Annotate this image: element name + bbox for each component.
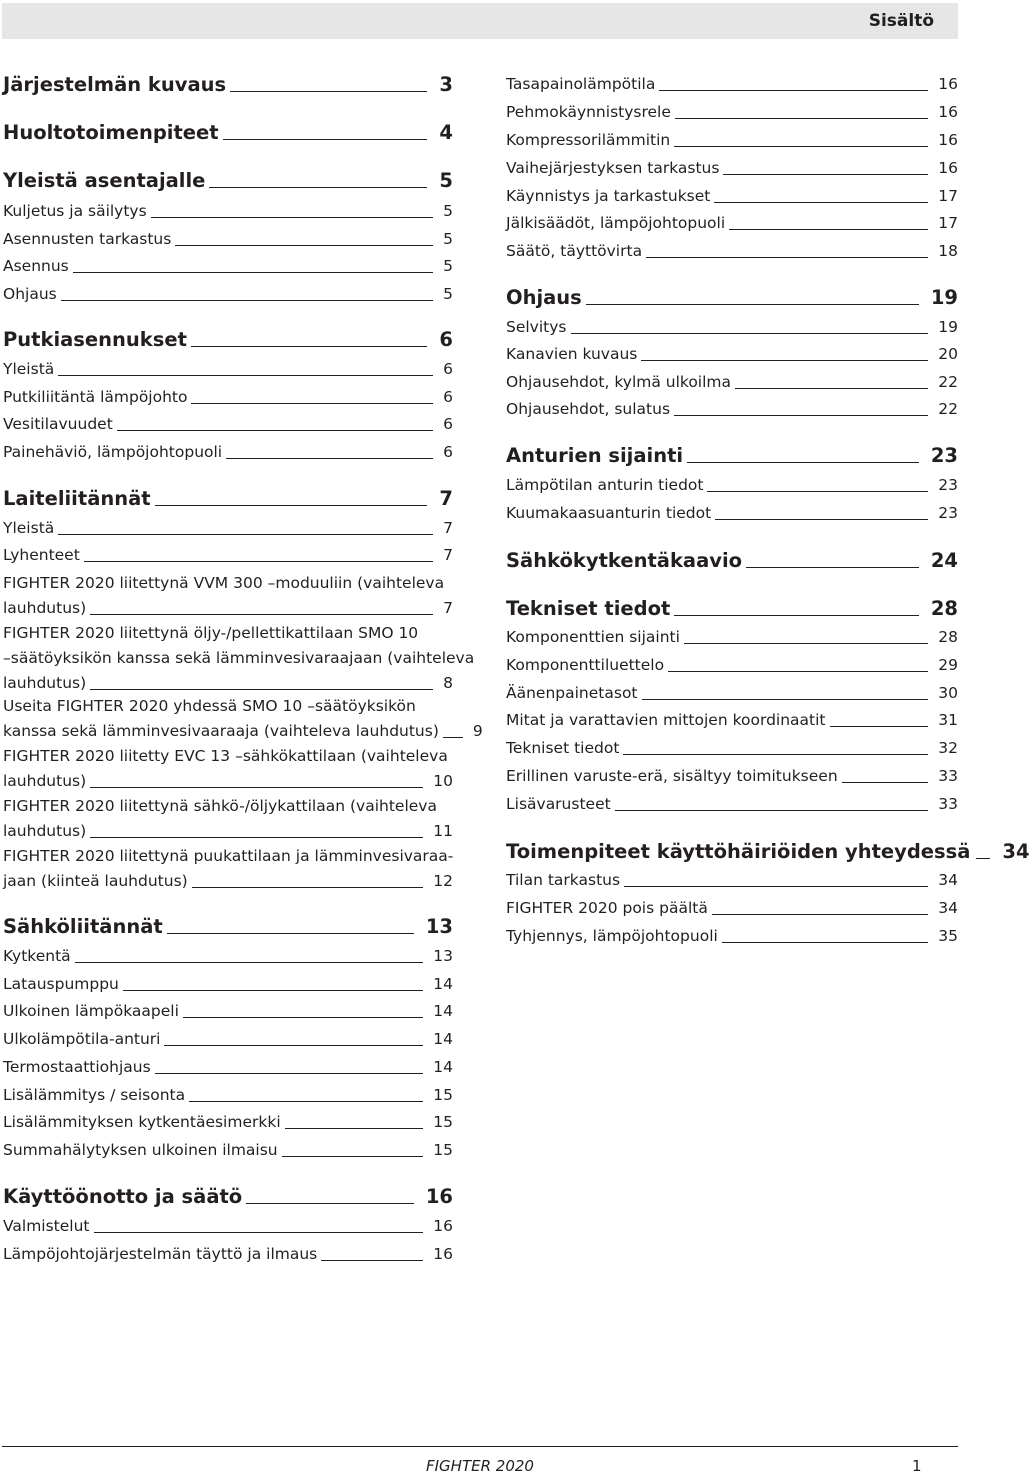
leader-line <box>117 430 433 431</box>
toc-item-title-line: lauhdutus) <box>3 772 87 790</box>
toc-page-number: 5 <box>443 285 453 303</box>
leader-line <box>443 737 463 738</box>
toc-page-number: 35 <box>938 927 958 945</box>
toc-page-number: 17 <box>938 214 958 232</box>
leader-line <box>715 519 928 520</box>
toc-page-number: 6 <box>443 360 453 378</box>
toc-item[interactable] <box>506 210 958 237</box>
toc-item[interactable] <box>3 411 453 438</box>
toc-page-number: 28 <box>930 597 958 620</box>
toc-section-title: Tekniset tiedot <box>506 597 671 620</box>
toc-item-title: Asennusten tarkastus <box>3 230 172 248</box>
leader-line <box>230 91 427 92</box>
leader-line <box>646 257 928 258</box>
toc-section-title: Järjestelmän kuvaus <box>3 73 227 96</box>
toc-item-title: Käynnistys ja tarkastukset <box>506 187 711 205</box>
leader-line <box>285 1128 424 1129</box>
leader-line <box>687 462 919 463</box>
toc-page-number: 15 <box>433 1141 453 1159</box>
toc-item-title: Putkiliitäntä lämpöjohto <box>3 388 188 406</box>
leader-line <box>58 534 433 535</box>
toc-section-title: Käyttöönotto ja säätö <box>3 1185 243 1208</box>
toc-item[interactable] <box>506 680 958 707</box>
toc-item-title-line: kanssa sekä lämminvesivaaraaja (vaihteleva lauhdutus) <box>3 722 439 740</box>
toc-item-title: Komponenttien sijainti <box>506 628 680 646</box>
toc-page-number: 19 <box>930 286 958 309</box>
toc-item[interactable] <box>3 998 453 1025</box>
leader-line <box>90 837 423 838</box>
leader-line <box>746 567 919 568</box>
toc-page-number: 20 <box>938 345 958 363</box>
toc-page-number: 31 <box>938 711 958 729</box>
toc-item-title: Ohjausehdot, sulatus <box>506 400 671 418</box>
toc-page-number: 16 <box>938 75 958 93</box>
leader-line <box>684 643 928 644</box>
toc-page-number: 6 <box>439 328 453 351</box>
toc-item[interactable] <box>506 500 958 527</box>
toc-item[interactable] <box>3 226 453 253</box>
toc-page-number: 16 <box>938 131 958 149</box>
toc-item[interactable] <box>506 71 958 98</box>
leader-line <box>155 505 428 506</box>
leader-line <box>668 671 928 672</box>
leader-line <box>714 202 928 203</box>
toc-section-title: Sähköliitännät <box>3 915 163 938</box>
toc-item-title: Lisälämmitys / seisonta <box>3 1086 186 1104</box>
toc-item[interactable] <box>3 542 453 569</box>
toc-page-number: 5 <box>443 230 453 248</box>
toc-item[interactable] <box>506 341 958 368</box>
toc-section-toimenpiteet[interactable] <box>506 837 1030 867</box>
toc-page-number: 17 <box>938 187 958 205</box>
toc-item[interactable] <box>506 155 958 182</box>
toc-page-number: 34 <box>938 899 958 917</box>
toc-section-laiteliitannat[interactable] <box>3 484 453 514</box>
toc-item[interactable] <box>506 895 958 922</box>
toc-item-title: Kuljetus ja säilytys <box>3 202 147 220</box>
leader-line <box>624 886 928 887</box>
toc-item-title: Kanavien kuvaus <box>506 345 638 363</box>
toc-item-title: Tyhjennys, lämpöjohtopuoli <box>506 927 718 945</box>
toc-item-title: Kompressorilämmitin <box>506 131 671 149</box>
toc-section-title: Huoltotoimenpiteet <box>3 121 219 144</box>
toc-item-title: Lisävarusteet <box>506 795 611 813</box>
toc-item-title: Kuumakaasuanturin tiedot <box>506 504 712 522</box>
toc-section-title: Sähkökytkentäkaavio <box>506 549 743 572</box>
leader-line <box>191 403 433 404</box>
toc-item-title: Mitat ja varattavien mittojen koordinaatit <box>506 711 826 729</box>
toc-section-yleista-asentajalle[interactable] <box>3 166 453 196</box>
toc-page-number: 14 <box>433 1030 453 1048</box>
toc-page-number: 5 <box>439 169 453 192</box>
leader-line <box>729 229 928 230</box>
toc-item-title-line: FIGHTER 2020 liitettynä VVM 300 –moduuliin (vaihteleva <box>3 574 445 592</box>
toc-page-number: 4 <box>439 121 453 144</box>
toc-page-number: 7 <box>443 546 453 564</box>
toc-item-title-line: FIGHTER 2020 liitettynä puukattilaan ja lämminvesivaraa- <box>3 847 454 865</box>
toc-page-number: 5 <box>443 202 453 220</box>
toc-section-tekniset-tiedot[interactable] <box>506 594 958 624</box>
toc-page-number: 5 <box>443 257 453 275</box>
toc-item-title: Ohjausehdot, kylmä ulkoilma <box>506 373 732 391</box>
toc-page-number: 23 <box>938 476 958 494</box>
toc-item-multiline[interactable] <box>3 694 483 744</box>
toc-section-title: Laiteliitännät <box>3 487 151 510</box>
toc-item-title: Lämpötilan anturin tiedot <box>506 476 704 494</box>
toc-item-title: Lämpöjohtojärjestelmän täyttö ja ilmaus <box>3 1245 318 1263</box>
toc-page-number: 14 <box>433 975 453 993</box>
toc-section-anturien-sijainti[interactable] <box>506 441 958 471</box>
toc-item-title: Äänenpainetasot <box>506 684 638 702</box>
leader-line <box>90 787 423 788</box>
leader-line <box>674 146 928 147</box>
toc-item-title-line: lauhdutus) <box>3 822 87 840</box>
toc-item-title-line: FIGHTER 2020 liitettynä öljy-/pellettikattilaan SMO 10 <box>3 624 419 642</box>
toc-section-kayttoonotto[interactable] <box>3 1182 453 1212</box>
leader-line <box>164 1045 423 1046</box>
toc-item[interactable] <box>506 396 958 423</box>
toc-item[interactable] <box>506 183 958 210</box>
toc-page-number: 16 <box>433 1217 453 1235</box>
toc-page-number: 3 <box>439 73 453 96</box>
toc-item-multiline[interactable] <box>3 621 475 696</box>
toc-section-sahkoliitannat[interactable] <box>3 912 453 942</box>
toc-item[interactable] <box>3 1241 453 1268</box>
toc-item-title-line: lauhdutus) <box>3 674 87 692</box>
leader-line <box>321 1260 423 1261</box>
leader-line <box>191 346 428 347</box>
leader-line <box>73 272 433 273</box>
toc-item-title-line: jaan (kiinteä lauhdutus) <box>3 872 188 890</box>
toc-item[interactable] <box>3 1109 453 1136</box>
toc-page-number: 19 <box>938 318 958 336</box>
toc-item-title: Säätö, täyttövirta <box>506 242 643 260</box>
leader-line <box>674 415 928 416</box>
leader-line <box>976 858 990 859</box>
toc-item-title-line: FIGHTER 2020 liitettynä sähkö-/öljykattilaan (vaihteleva <box>3 797 437 815</box>
toc-page-number: 23 <box>938 504 958 522</box>
toc-item[interactable] <box>3 356 453 383</box>
toc-item[interactable] <box>3 1213 453 1240</box>
leader-line <box>94 1232 424 1233</box>
toc-page-number: 7 <box>443 519 453 537</box>
toc-section-title: Putkiasennukset <box>3 328 187 351</box>
leader-line <box>183 1017 423 1018</box>
toc-section-putkiasennukset[interactable] <box>3 325 453 355</box>
toc-section-jarjestelman-kuvaus[interactable] <box>3 70 453 100</box>
toc-item-title: FIGHTER 2020 pois päältä <box>506 899 708 917</box>
toc-item-title: Asennus <box>3 257 69 275</box>
leader-line <box>223 139 428 140</box>
toc-page-number: 16 <box>433 1245 453 1263</box>
toc-item-title: Vaihejärjestyksen tarkastus <box>506 159 720 177</box>
toc-item-title: Summahälytyksen ulkoinen ilmaisu <box>3 1141 278 1159</box>
toc-item[interactable] <box>3 253 453 280</box>
toc-item-title: Ohjaus <box>3 285 57 303</box>
toc-item-title-line: lauhdutus) <box>3 599 87 617</box>
leader-line <box>659 90 928 91</box>
leader-line <box>155 1073 424 1074</box>
toc-page-number: 14 <box>433 1002 453 1020</box>
toc-page-number: 7 <box>439 487 453 510</box>
leader-line <box>58 375 433 376</box>
toc-page-number: 28 <box>938 628 958 646</box>
leader-line <box>282 1156 424 1157</box>
toc-item-multiline[interactable] <box>3 794 453 844</box>
toc-item[interactable] <box>506 652 958 679</box>
leader-line <box>246 1203 414 1204</box>
toc-item[interactable] <box>506 127 958 154</box>
toc-page-number: 6 <box>443 388 453 406</box>
toc-item-multiline[interactable] <box>3 844 453 894</box>
toc-item[interactable] <box>506 472 958 499</box>
toc-item[interactable] <box>3 384 453 411</box>
toc-item[interactable] <box>3 943 453 970</box>
toc-page-number: 16 <box>938 159 958 177</box>
toc-page-number: 34 <box>938 871 958 889</box>
toc-item-multiline[interactable] <box>3 571 453 621</box>
leader-line <box>722 942 928 943</box>
toc-page-number: 13 <box>433 947 453 965</box>
toc-section-title: Anturien sijainti <box>506 444 684 467</box>
toc-item[interactable] <box>3 1026 453 1053</box>
toc-item-title: Lyhenteet <box>3 546 80 564</box>
leader-line <box>615 810 929 811</box>
toc-item-title: Erillinen varuste-erä, sisältyy toimitukseen <box>506 767 838 785</box>
leader-line <box>151 217 433 218</box>
leader-line <box>226 458 433 459</box>
toc-page-number: 18 <box>938 242 958 260</box>
leader-line <box>90 689 433 690</box>
toc-item[interactable] <box>506 369 958 396</box>
toc-page-number: 6 <box>443 443 453 461</box>
leader-line <box>830 726 929 727</box>
toc-section-sahkokytkentakaavio[interactable] <box>506 546 958 576</box>
leader-line <box>641 360 928 361</box>
toc-page-number: 22 <box>938 400 958 418</box>
toc-item-title: Vesitilavuudet <box>3 415 113 433</box>
leader-line <box>61 300 433 301</box>
toc-page-number: 6 <box>443 415 453 433</box>
footer-product-name: FIGHTER 2020 <box>426 1457 534 1475</box>
leader-line <box>209 187 427 188</box>
toc-page-number: 30 <box>938 684 958 702</box>
toc-page-number: 16 <box>938 103 958 121</box>
toc-item-title: Latauspumppu <box>3 975 119 993</box>
leader-line <box>642 699 929 700</box>
toc-item[interactable] <box>506 707 958 734</box>
toc-page-number: 11 <box>433 822 453 840</box>
toc-item[interactable] <box>3 198 453 225</box>
leader-line <box>90 614 433 615</box>
toc-item-title: Yleistä <box>3 519 55 537</box>
toc-page-number: 24 <box>930 549 958 572</box>
toc-page-number: 32 <box>938 739 958 757</box>
toc-page-number: 8 <box>443 674 453 692</box>
toc-item-title: Yleistä <box>3 360 55 378</box>
toc-item[interactable] <box>506 923 958 950</box>
toc-item[interactable] <box>3 1082 453 1109</box>
leader-line <box>623 754 928 755</box>
leader-line <box>735 388 928 389</box>
toc-item-title: Jälkisäädöt, lämpöjohtopuoli <box>506 214 726 232</box>
toc-section-title: Yleistä asentajalle <box>3 169 206 192</box>
toc-page-number: 16 <box>425 1185 453 1208</box>
leader-line <box>723 174 928 175</box>
toc-section-title: Toimenpiteet käyttöhäiriöiden yhteydessä <box>506 840 971 863</box>
toc-section-huoltotoimenpiteet[interactable] <box>3 118 453 148</box>
leader-line <box>192 887 424 888</box>
footer-divider <box>2 1446 958 1447</box>
toc-item-title: Komponenttiluettelo <box>506 656 665 674</box>
toc-item[interactable] <box>506 314 958 341</box>
leader-line <box>75 962 424 963</box>
toc-item-title: Selvitys <box>506 318 567 336</box>
leader-line <box>674 615 919 616</box>
toc-item-title: Tasapainolämpötila <box>506 75 656 93</box>
toc-item-title-line: FIGHTER 2020 liitetty EVC 13 –sähkökattilaan (vaihteleva <box>3 747 448 765</box>
toc-item[interactable] <box>506 867 958 894</box>
toc-item-title-line: –säätöyksikön kanssa sekä lämminvesivaraajaan (vaihteleva <box>3 649 475 667</box>
toc-page-number: 13 <box>425 915 453 938</box>
toc-page-number: 14 <box>433 1058 453 1076</box>
toc-item[interactable] <box>506 238 958 265</box>
toc-item[interactable] <box>3 515 453 542</box>
toc-page-number: 7 <box>443 599 453 617</box>
toc-item-title: Tekniset tiedot <box>506 739 620 757</box>
toc-item-multiline[interactable] <box>3 744 453 794</box>
leader-line <box>712 914 928 915</box>
page-title: Sisältö <box>868 11 934 31</box>
leader-line <box>175 245 433 246</box>
toc-page-number: 23 <box>930 444 958 467</box>
toc-item-title: Painehäviö, lämpöjohtopuoli <box>3 443 223 461</box>
toc-item-title: Ulkoinen lämpökaapeli <box>3 1002 179 1020</box>
toc-item[interactable] <box>3 971 453 998</box>
toc-item[interactable] <box>506 624 958 651</box>
toc-item[interactable] <box>506 791 958 818</box>
toc-page-number: 34 <box>1002 840 1030 863</box>
leader-line <box>675 118 928 119</box>
toc-item-title: Kytkentä <box>3 947 71 965</box>
toc-item-title: Tilan tarkastus <box>506 871 621 889</box>
toc-item[interactable] <box>506 735 958 762</box>
toc-page-number: 10 <box>433 772 453 790</box>
toc-item-title-line: Useita FIGHTER 2020 yhdessä SMO 10 –säätöyksikön <box>3 697 416 715</box>
toc-page-number: 12 <box>433 872 453 890</box>
toc-section-ohjaus[interactable] <box>506 283 958 313</box>
toc-item[interactable] <box>506 99 958 126</box>
toc-item[interactable] <box>3 439 453 466</box>
toc-page-number: 9 <box>472 722 483 740</box>
leader-line <box>707 491 928 492</box>
toc-item[interactable] <box>3 1054 453 1081</box>
leader-line <box>84 561 433 562</box>
footer-page-number: 1 <box>912 1457 922 1475</box>
toc-item[interactable] <box>3 1137 453 1164</box>
leader-line <box>571 333 929 334</box>
toc-page-number: 22 <box>938 373 958 391</box>
toc-item-title: Pehmokäynnistysrele <box>506 103 671 121</box>
leader-line <box>123 990 423 991</box>
toc-item[interactable] <box>3 281 453 308</box>
leader-line <box>586 304 919 305</box>
toc-item-title: Ulkolämpötila-anturi <box>3 1030 161 1048</box>
toc-page-number: 33 <box>938 767 958 785</box>
toc-section-title: Ohjaus <box>506 286 582 309</box>
toc-page-number: 15 <box>433 1113 453 1131</box>
toc-item-title: Termostaattiohjaus <box>3 1058 151 1076</box>
toc-item-title: Valmistelut <box>3 1217 90 1235</box>
toc-page-number: 33 <box>938 795 958 813</box>
leader-line <box>167 933 414 934</box>
toc-item[interactable] <box>506 763 958 790</box>
toc-page-number: 29 <box>938 656 958 674</box>
toc-page-number: 15 <box>433 1086 453 1104</box>
leader-line <box>842 782 929 783</box>
header-bar <box>2 3 958 39</box>
leader-line <box>189 1101 423 1102</box>
toc-item-title: Lisälämmityksen kytkentäesimerkki <box>3 1113 281 1131</box>
